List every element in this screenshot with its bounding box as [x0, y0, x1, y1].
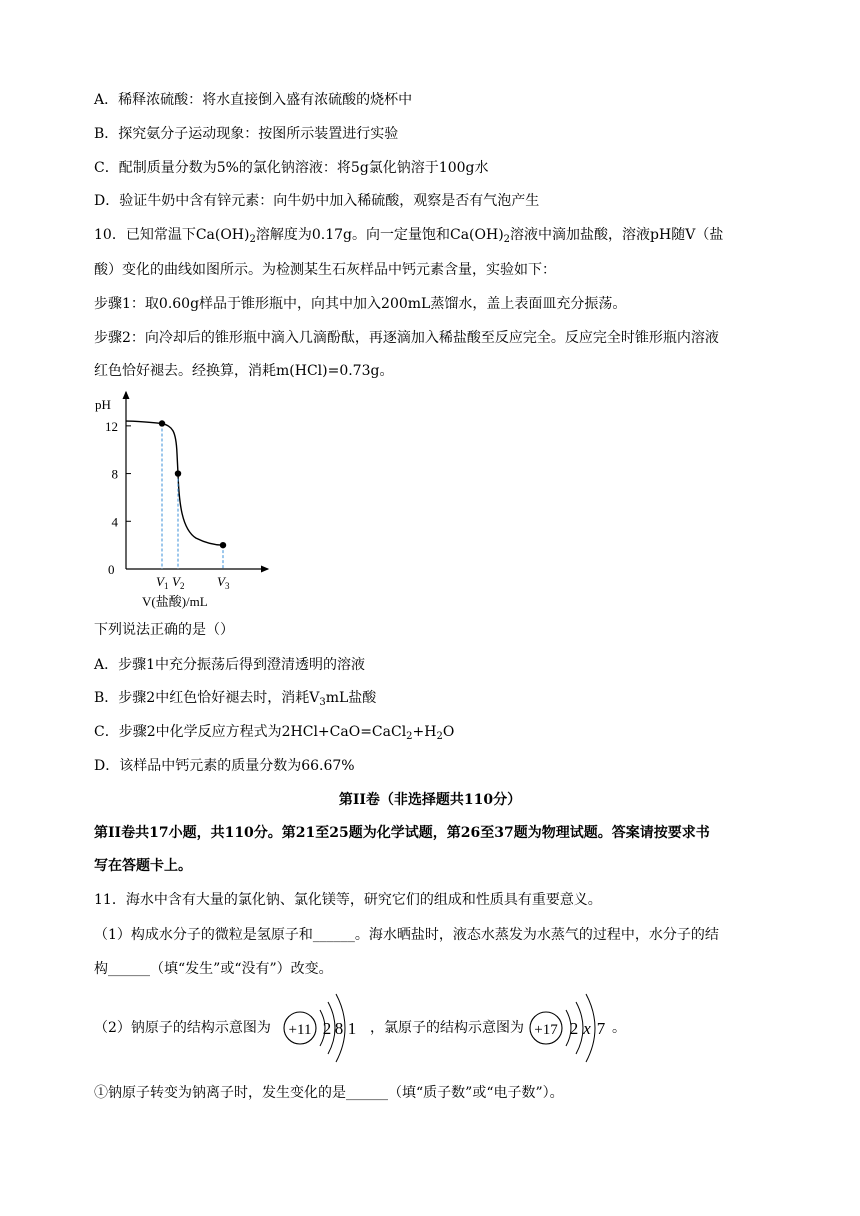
option-b-q9: B．探究氨分子运动现象：按图所示装置进行实验	[94, 126, 399, 142]
ph-curve-chart	[92, 388, 282, 614]
q11-sub1: ①钠原子转变为钠离子时，发生变化的是______（填“质子数”或“电子数”）。	[94, 1085, 564, 1101]
y-tick-label: 12	[105, 418, 118, 434]
data-point-v1	[159, 420, 165, 426]
chlorine-shell-2-count: x	[583, 1019, 591, 1038]
q10-stem-line1: 10．已知常温下$Ca(OH)_2$溶解度为0.17g。向一定量饱和$Ca(OH)_2$溶液中滴加盐酸，溶液pH随V（盐	[94, 227, 724, 245]
q11-part1-line2: 构______（填“发生”或“没有”）改变。	[94, 961, 333, 977]
q10-step2-line1: 步骤2：向冷却后的锥形瓶中滴入几滴酚酞，再逐滴加入稀盐酸至反应完全。反应完全时锥形瓶内溶液	[94, 330, 719, 346]
option-a-q9: A．稀释浓硫酸：将水直接倒入盛有浓硫酸的烧杯中	[94, 92, 413, 108]
q10-question: 下列说法正确的是（）	[94, 622, 234, 638]
q10-step2-line2: 红色恰好褪去。经换算，消耗m(HCl)=0.73g。	[94, 363, 394, 379]
option-d-q9: D．验证牛奶中含有锌元素：向牛奶中加入稀硫酸，观察是否有气泡产生	[94, 193, 540, 209]
x-axis-label: V(盐酸)/mL	[142, 594, 208, 609]
q11-part2-text-b: ，氯原子的结构示意图为	[370, 1020, 524, 1036]
y-tick-label: 4	[111, 514, 118, 530]
chlorine-atom-diagram	[528, 988, 610, 1068]
ph-curve-line	[126, 421, 223, 545]
y-tick-label: 8	[111, 466, 118, 482]
q11-part2-text-c: 。	[612, 1020, 626, 1036]
sodium-nucleus-charge: +11	[288, 1022, 312, 1038]
section-title: 第II卷（非选择题共110分）	[338, 792, 522, 808]
sodium-shell-3-count: 1	[347, 1019, 357, 1038]
y-ticks	[105, 419, 131, 529]
chlorine-shell-3-count: 7	[596, 1019, 606, 1038]
sodium-shell-1-count: 2	[322, 1019, 332, 1038]
q11-part2-text-a: （2）钠原子的结构示意图为	[94, 1020, 271, 1036]
origin-label: 0	[108, 562, 115, 577]
section-note-line1: 第II卷共17小题，共110分。第21至25题为化学试题，第26至37题为物理试题。答案请按要求书	[94, 825, 710, 841]
chlorine-shell-1-count: 2	[569, 1019, 579, 1038]
x-tick-label-v2: $V_2$	[172, 574, 185, 591]
q10-step1: 步骤1：取0.60g样品于锥形瓶中，向其中加入200mL蒸馏水，盖上表面皿充分振荡。	[94, 296, 627, 312]
x-tick-label-v3: $V_3$	[217, 574, 230, 591]
q10-option-d: D．该样品中钙元素的质量分数为66.67%	[94, 758, 355, 774]
section-note-line2: 写在答题卡上。	[94, 858, 192, 874]
x-tick-label-v1: $V_1$	[156, 574, 169, 591]
q10-stem-line2: 酸）变化的曲线如图所示。为检测某生石灰样品中钙元素含量，实验如下：	[94, 262, 556, 278]
sodium-atom-diagram	[282, 988, 360, 1068]
key-points	[159, 420, 226, 569]
data-point-v2	[175, 470, 181, 476]
data-point-v3	[220, 542, 226, 548]
y-axis-label: pH	[95, 397, 111, 412]
q10-option-a: A．步骤1中充分振荡后得到澄清透明的溶液	[94, 657, 366, 673]
q11-part1-line1: （1）构成水分子的微粒是氢原子和______。海水晒盐时，液态水蒸发为水蒸气的过程中，水分子的结	[94, 927, 719, 943]
q10-option-c: C．步骤2中化学反应方程式为$2HCl+CaO=CaCl_2+H_2O$	[94, 724, 455, 742]
sodium-shell-2-count: 8	[334, 1019, 344, 1038]
option-c-q9: C．配制质量分数为5%的氯化钠溶液：将5g氯化钠溶于100g水	[94, 160, 489, 176]
q10-option-b: B．步骤2中红色恰好褪去时，消耗$V_3mL$盐酸	[94, 690, 377, 708]
chlorine-nucleus-charge: +17	[534, 1022, 558, 1038]
x-ticks	[156, 574, 230, 591]
q11-stem: 11．海水中含有大量的氯化钠、氯化镁等，研究它们的组成和性质具有重要意义。	[94, 892, 602, 908]
